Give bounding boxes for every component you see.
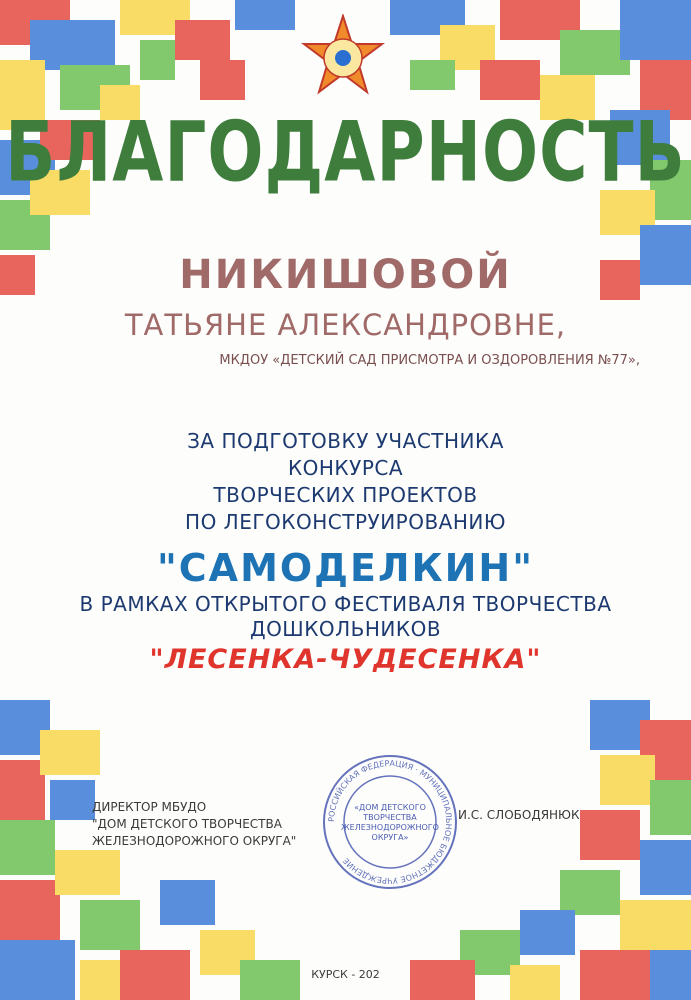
- award-line-5: В РАМКАХ ОТКРЫТОГО ФЕСТИВАЛЯ ТВОРЧЕСТВА: [79, 592, 612, 616]
- footer-year-suffix: 2: [372, 968, 380, 981]
- award-line-4: ПО ЛЕГОКОНСТРУИРОВАНИЮ: [185, 510, 506, 534]
- director-line-1: ДИРЕКТОР МБУДО: [92, 800, 207, 814]
- recipient-organization: МКДОУ «ДЕТСКИЙ САД ПРИСМОТРА И ОЗДОРОВЛЕНИЯ №77»,: [219, 353, 640, 368]
- director-title: [92, 799, 332, 850]
- contest-name: "САМОДЕЛКИН": [156, 546, 535, 590]
- stamp-inner-line-1: «ДОМ ДЕТСКОГО: [354, 803, 426, 812]
- award-text: [0, 428, 691, 678]
- stamp-outer-text: РОССИЙСКАЯ ФЕДЕРАЦИЯ · МУНИЦИПАЛЬНОЕ БЮДЖЕТНОЕ УЧРЕЖДЕНИЕ: [326, 758, 454, 886]
- round-stamp-icon: [320, 752, 460, 892]
- footer-city-year: [0, 968, 691, 981]
- award-line-1: ЗА ПОДГОТОВКУ УЧАСТНИКА: [187, 429, 504, 453]
- stamp-inner-line-3: ЖЕЛЕЗНОДОРОЖНОГО: [341, 823, 439, 832]
- star-emblem-icon: [300, 14, 386, 100]
- certificate-title: БЛАГОДАРНОСТЬ: [5, 104, 686, 201]
- director-line-2: "ДОМ ДЕТСКОГО ТВОРЧЕСТВА: [92, 817, 282, 831]
- award-line-3: ТВОРЧЕСКИХ ПРОЕКТОВ: [213, 483, 478, 507]
- footer-city: КУРСК - 20: [311, 968, 373, 981]
- director-line-3: ЖЕЛЕЗНОДОРОЖНОГО ОКРУГА": [92, 834, 297, 848]
- stamp-inner-line-4: ОКРУГА»: [371, 833, 409, 842]
- festival-name: "ЛЕСЕНКА-ЧУДЕСЕНКА": [149, 644, 542, 675]
- recipient-surname: НИКИШОВОЙ: [179, 252, 512, 298]
- signer-name: И.С. СЛОБОДЯНЮК: [458, 808, 580, 822]
- award-line-6: ДОШКОЛЬНИКОВ: [249, 617, 442, 641]
- stamp-inner-line-2: ТВОРЧЕСТВА: [363, 813, 417, 822]
- award-line-2: КОНКУРСА: [287, 456, 404, 480]
- recipient-name: ТАТЬЯНЕ АЛЕКСАНДРОВНЕ,: [124, 308, 567, 342]
